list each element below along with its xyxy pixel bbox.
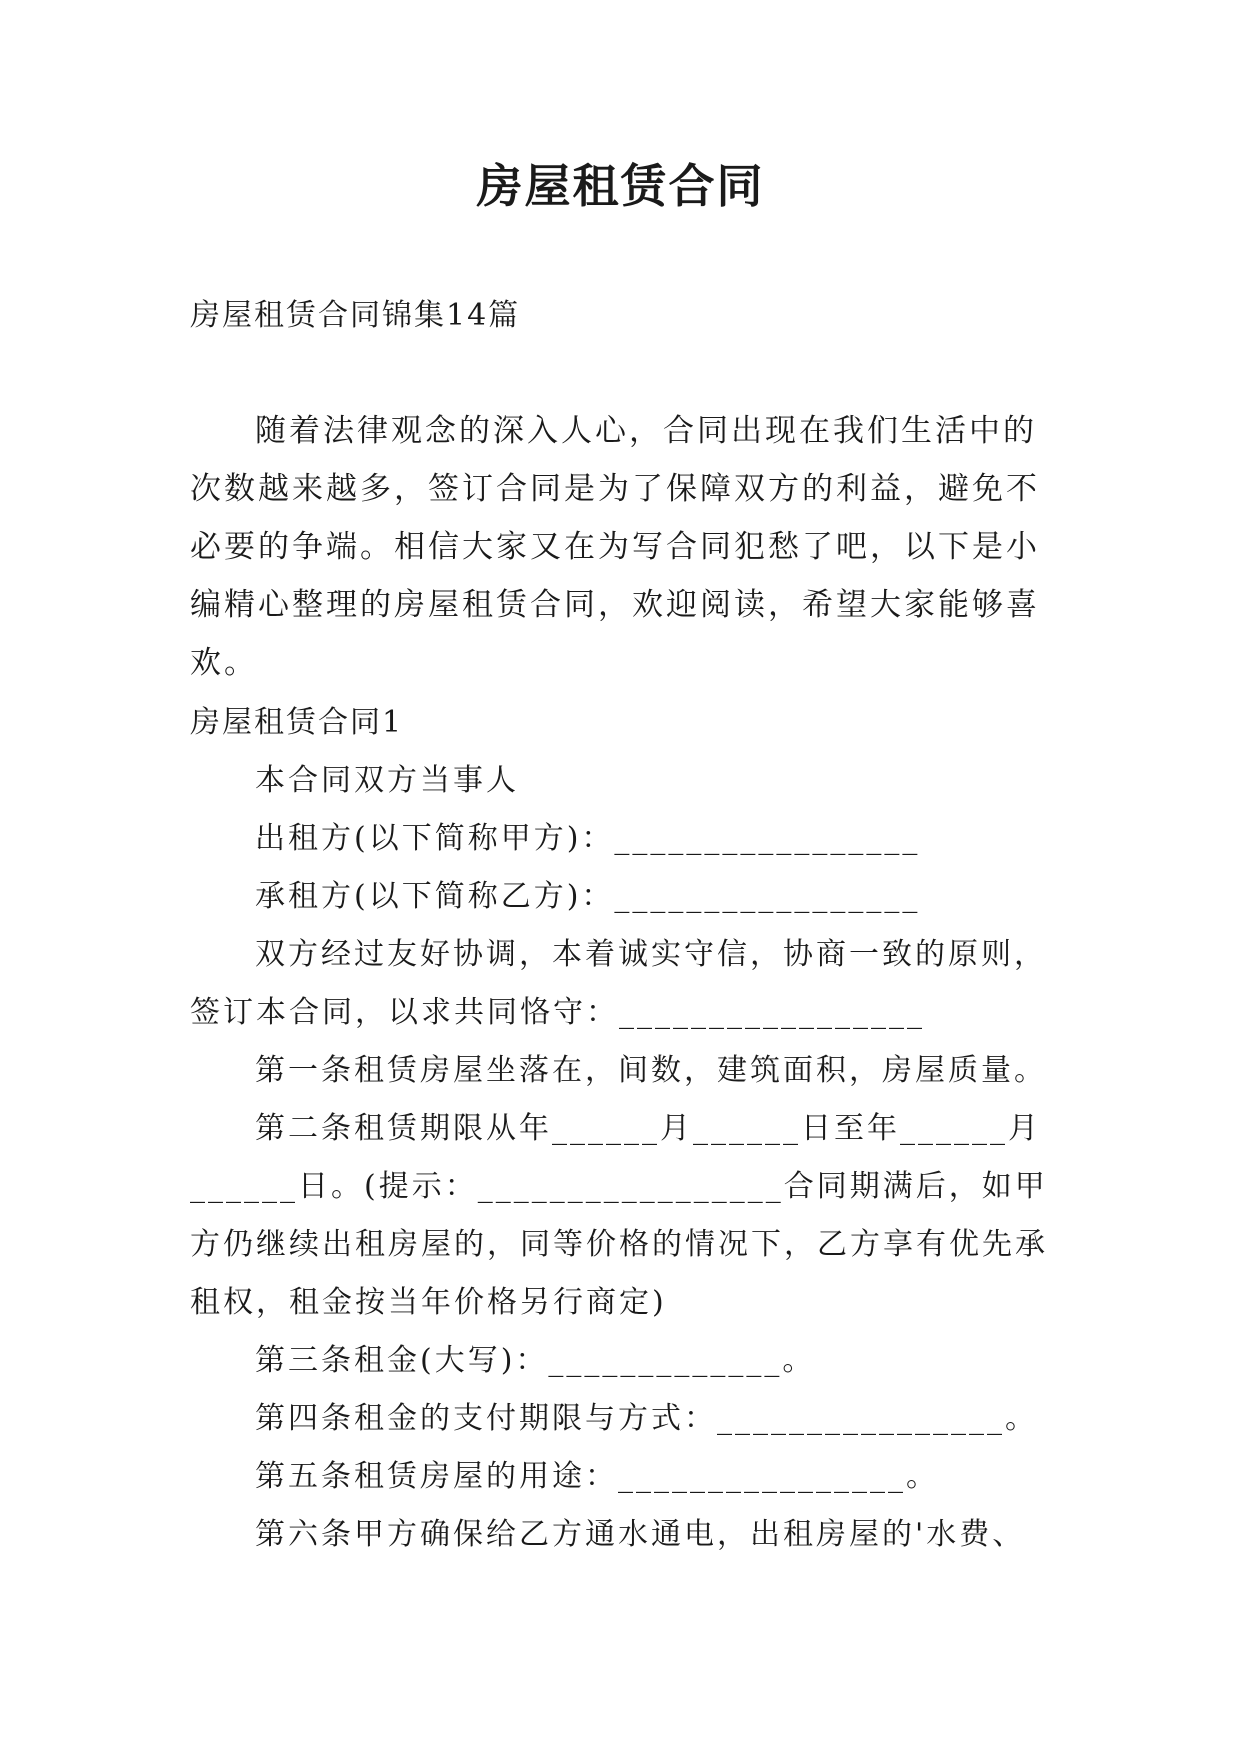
paragraph-article-2: 第二条租赁期限从年______月______日至年______月______日。(提示：_________________合同期满后，如甲方仍继续出租房屋的，同等价格的情况下，乙方享有优先承租权，租金按当年价格另行商定) (190, 1111, 1048, 1320)
paragraph-article-1: 第一条租赁房屋坐落在，间数，建筑面积，房屋质量。 (255, 1053, 1047, 1088)
paragraph-article-3: 第三条租金(大写)：_____________。 (255, 1343, 816, 1378)
paragraph-agreement: 双方经过友好协调，本着诚实守信，协商一致的原则，签订本合同，以求共同恪守：_________________ (190, 937, 1047, 1030)
paragraph-article-4: 第四条租金的支付期限与方式：________________。 (255, 1401, 1038, 1436)
intro-paragraph: 随着法律观念的深入人心，合同出现在我们生活中的次数越来越多，签订合同是为了保障双方的利益，避免不必要的争端。相信大家又在为写合同犯愁了吧，以下是小编精心整理的房屋租赁合同，欢迎阅读，希望大家能够喜欢。 (190, 413, 1040, 681)
paragraph-parties: 本合同双方当事人 (255, 763, 519, 798)
contract-body (190, 752, 1070, 1564)
paragraph-lessor: 出租方(以下简称甲方)：_________________ (255, 821, 921, 856)
paragraph-article-5: 第五条租赁房屋的用途：________________。 (255, 1459, 939, 1494)
document-subtitle: 房屋租赁合同锦集14篇 (190, 298, 521, 333)
paragraph-article-6: 第六条甲方确保给乙方通水通电，出租房屋的'水费、 (255, 1517, 1026, 1552)
section-title: 房屋租赁合同1 (190, 705, 404, 740)
paragraph-lessee: 承租方(以下简称乙方)：_________________ (255, 879, 921, 914)
document-title: 房屋租赁合同 (476, 159, 765, 213)
